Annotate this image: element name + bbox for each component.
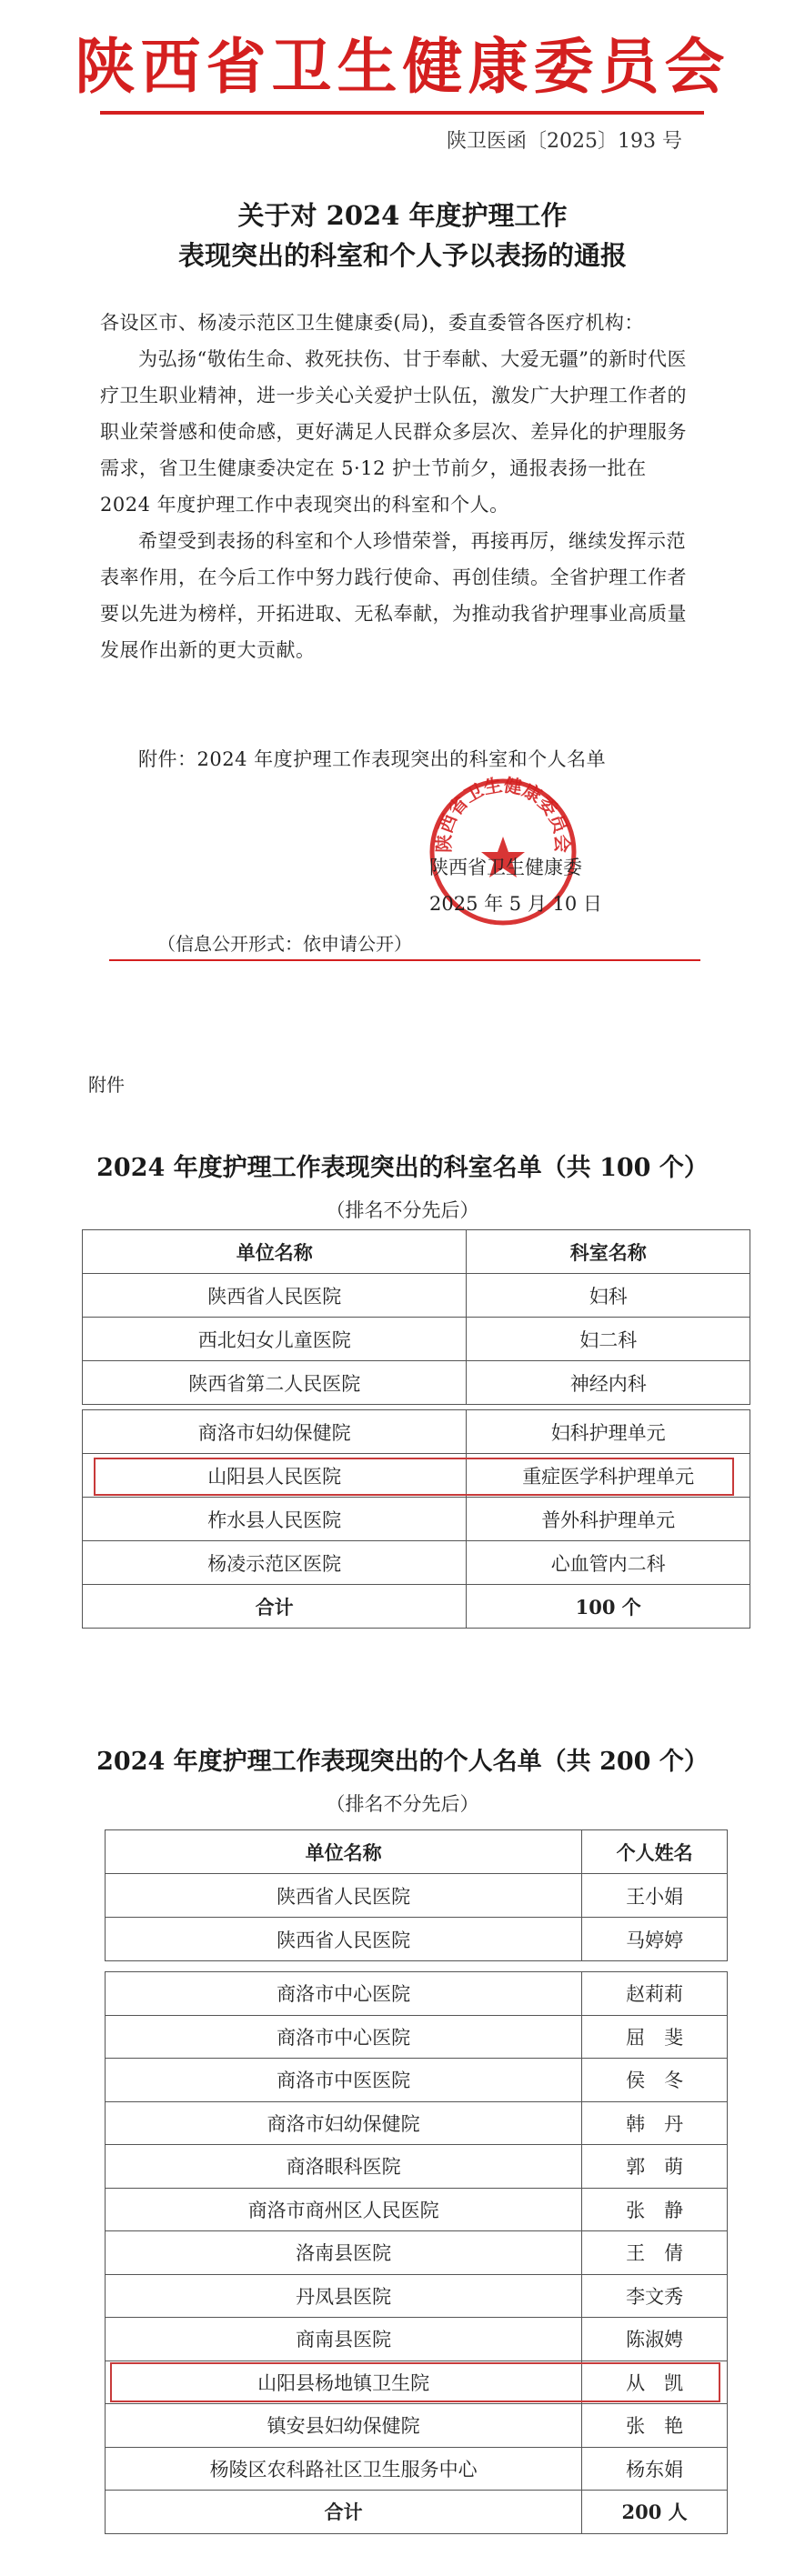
unit-cell: 商洛市中心医院 bbox=[106, 1972, 582, 2016]
unit-cell: 洛南县医院 bbox=[106, 2231, 582, 2275]
department-cell: 重症医学科护理单元 bbox=[467, 1454, 750, 1498]
unit-cell: 陕西省人民医院 bbox=[83, 1274, 467, 1318]
unit-cell: 陕西省人民医院 bbox=[106, 1918, 582, 1961]
unit-cell: 西北妇女儿童医院 bbox=[83, 1318, 467, 1361]
addressee: 各设区市、杨凌示范区卫生健康委(局)，委直委管各医疗机构： bbox=[100, 312, 644, 334]
total-label-cell: 合计 bbox=[83, 1585, 467, 1629]
person-cell: 王小娟 bbox=[582, 1874, 728, 1918]
highlight-box bbox=[110, 2362, 720, 2402]
person-cell: 陈淑娉 bbox=[582, 2318, 728, 2361]
table-row bbox=[106, 2145, 728, 2189]
department-cell: 妇科护理单元 bbox=[467, 1410, 750, 1454]
footer-red-rule bbox=[109, 959, 700, 961]
unit-cell: 丹凤县医院 bbox=[106, 2274, 582, 2318]
department-cell: 妇科 bbox=[467, 1274, 750, 1318]
paragraph-2: 希望受到表扬的科室和个人珍惜荣誉，再接再厉，继续发挥示范表率作用，在今后工作中努力践行使命、再创佳绩。全省护理工作者要以先进为榜样，开拓进取、无私奉献，为推动我省护理事业高质量发展作出新的更大贡献。 bbox=[100, 530, 687, 661]
table-row bbox=[106, 1874, 728, 1918]
unit-cell: 镇安县妇幼保健院 bbox=[106, 2404, 582, 2448]
unit-cell: 商洛市妇幼保健院 bbox=[106, 2101, 582, 2145]
total-row bbox=[83, 1585, 750, 1629]
unit-cell: 杨陵区农科路社区卫生服务中心 bbox=[106, 2447, 582, 2491]
table-row bbox=[83, 1318, 750, 1361]
unit-cell: 商南县医院 bbox=[106, 2318, 582, 2361]
person-cell: 杨东娟 bbox=[582, 2447, 728, 2491]
person-cell: 王 倩 bbox=[582, 2231, 728, 2275]
person-cell: 侯 冬 bbox=[582, 2059, 728, 2102]
unit-cell: 陕西省第二人民医院 bbox=[83, 1361, 467, 1405]
person-cell: 张 静 bbox=[582, 2188, 728, 2231]
departments-table-bottom bbox=[82, 1409, 750, 1629]
table-row bbox=[106, 2015, 728, 2059]
table-header-row bbox=[83, 1230, 750, 1274]
person-cell: 从 凯 bbox=[582, 2360, 728, 2404]
total-value-cell: 200 人 bbox=[582, 2491, 728, 2534]
department-cell: 心血管内二科 bbox=[467, 1541, 750, 1585]
person-cell: 韩 丹 bbox=[582, 2101, 728, 2145]
issue-date: 2025 年 5 月 10 日 bbox=[429, 893, 602, 915]
table-row bbox=[106, 2404, 728, 2448]
column-header-unit: 单位名称 bbox=[106, 1830, 582, 1874]
table-row bbox=[83, 1541, 750, 1585]
unit-cell: 杨凌示范区医院 bbox=[83, 1541, 467, 1585]
table-row bbox=[106, 2231, 728, 2275]
unit-cell: 山阳县人民医院 bbox=[83, 1454, 467, 1498]
departments-table-subtitle: （排名不分先后） bbox=[326, 1199, 479, 1221]
table-header-row bbox=[106, 1830, 728, 1874]
person-cell: 屈 斐 bbox=[582, 2015, 728, 2059]
unit-cell: 商洛市中心医院 bbox=[106, 2015, 582, 2059]
unit-cell: 商洛市妇幼保健院 bbox=[83, 1410, 467, 1454]
individuals-table-top bbox=[105, 1829, 728, 1961]
departments-table-top bbox=[82, 1229, 750, 1405]
department-cell: 神经内科 bbox=[467, 1361, 750, 1405]
person-cell: 李文秀 bbox=[582, 2274, 728, 2318]
table-row bbox=[106, 2188, 728, 2231]
notice-title bbox=[0, 195, 805, 276]
table-row bbox=[83, 1361, 750, 1405]
seal-text: 陕西省卫生健康委员会 bbox=[432, 775, 574, 853]
column-header-unit: 单位名称 bbox=[83, 1230, 467, 1274]
table-row bbox=[106, 1918, 728, 1961]
person-cell: 郭 萌 bbox=[582, 2145, 728, 2189]
table-row bbox=[106, 2274, 728, 2318]
department-cell: 普外科护理单元 bbox=[467, 1498, 750, 1541]
attachment-label: 附件 bbox=[88, 1074, 125, 1096]
total-value-cell: 100 个 bbox=[467, 1585, 750, 1629]
attachment-note-block bbox=[100, 741, 691, 777]
table-row bbox=[106, 2447, 728, 2491]
departments-table-title: 2024 年度护理工作表现突出的科室名单（共 100 个） bbox=[96, 1154, 709, 1182]
table-row bbox=[83, 1274, 750, 1318]
table-row bbox=[106, 2318, 728, 2361]
unit-cell: 陕西省人民医院 bbox=[106, 1874, 582, 1918]
person-cell: 张 艳 bbox=[582, 2404, 728, 2448]
individuals-table-subtitle: （排名不分先后） bbox=[326, 1793, 479, 1815]
unit-cell: 商洛眼科医院 bbox=[106, 2145, 582, 2189]
unit-cell: 柞水县人民医院 bbox=[83, 1498, 467, 1541]
column-header-person: 个人姓名 bbox=[582, 1830, 728, 1874]
signer: 陕西省卫生健康委 bbox=[429, 857, 582, 878]
notice-title-line-1: 关于对 2024 年度护理工作 bbox=[237, 200, 568, 231]
total-row bbox=[106, 2491, 728, 2534]
table-row bbox=[83, 1498, 750, 1541]
department-cell: 妇二科 bbox=[467, 1318, 750, 1361]
highlight-box bbox=[94, 1458, 734, 1496]
table-row bbox=[106, 2059, 728, 2102]
attachment-note: 附件：2024 年度护理工作表现突出的科室和个人名单 bbox=[138, 748, 607, 770]
notice-body bbox=[100, 305, 691, 668]
unit-cell: 商洛市商州区人民医院 bbox=[106, 2188, 582, 2231]
total-label-cell: 合计 bbox=[106, 2491, 582, 2534]
disclosure-form: （信息公开形式：依申请公开） bbox=[157, 933, 412, 955]
table-row bbox=[106, 2101, 728, 2145]
table-row bbox=[83, 1410, 750, 1454]
unit-cell: 商洛市中医医院 bbox=[106, 2059, 582, 2102]
individuals-table-bottom bbox=[105, 1971, 728, 2534]
document-number: 陕卫医函〔2025〕193 号 bbox=[447, 130, 682, 153]
agency-title: 陕西省卫生健康委员会 bbox=[75, 31, 730, 102]
individuals-table-title: 2024 年度护理工作表现突出的个人名单（共 200 个） bbox=[96, 1748, 709, 1776]
notice-title-line-2: 表现突出的科室和个人予以表扬的通报 bbox=[177, 240, 627, 271]
person-cell: 马婷婷 bbox=[582, 1918, 728, 1961]
person-cell: 赵莉莉 bbox=[582, 1972, 728, 2016]
table-row bbox=[106, 1972, 728, 2016]
column-header-department: 科室名称 bbox=[467, 1230, 750, 1274]
paragraph-1: 为弘扬“敬佑生命、救死扶伤、甘于奉献、大爱无疆”的新时代医疗卫生职业精神，进一步关心关爱护士队伍，激发广大护理工作者的职业荣誉感和使命感，更好满足人民群众多层次、差异化的护理服务需求，省卫生健康委决定在 5·12 护士节前夕，通报表扬一批在 2024 年度护理工作中表现突出的科室和个人。 bbox=[100, 348, 687, 516]
header-red-rule bbox=[100, 111, 704, 115]
unit-cell: 山阳县杨地镇卫生院 bbox=[106, 2360, 582, 2404]
